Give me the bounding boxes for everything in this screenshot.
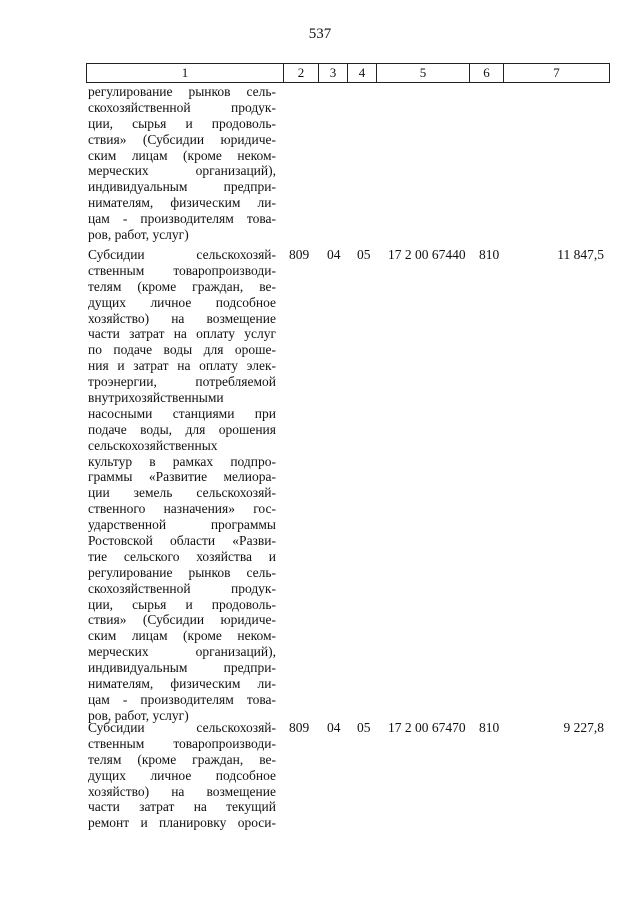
description-line: индивидуальным предпри- (88, 179, 276, 195)
description-line: регулирование рынков сель- (88, 564, 276, 580)
description-line: культур в рамках подпро- (88, 453, 276, 469)
description-line: подаче воды, для орошения (88, 421, 276, 437)
description-line: мерческих организаций), (88, 644, 276, 660)
row-1-col-4: 05 (357, 247, 371, 262)
description-line: тие сельского хозяйства и (88, 548, 276, 564)
description-line: ствия» (Субсидии юридиче- (88, 612, 276, 628)
row-1-description (88, 247, 276, 724)
description-line: скохозяйственной продук- (88, 99, 276, 115)
row-2-col-7: 9 227,8 (563, 720, 604, 735)
description-line: ции, сырья и продоволь- (88, 115, 276, 131)
description-line: хозяйство) на возмещение (88, 783, 276, 799)
description-line: ров, работ, услуг) (88, 227, 189, 243)
description-line: регулирование рынков сель- (88, 84, 276, 99)
description-line: Субсидии сельскохозяй- (88, 247, 276, 262)
row-2-description (88, 720, 276, 831)
description-line: сельскохозяйственных (88, 437, 218, 453)
header-col-3: 3 (319, 64, 348, 82)
header-col-7: 7 (553, 65, 560, 80)
description-line: троэнергии, потребляемой (88, 374, 276, 390)
header-col-5: 5 (377, 64, 470, 82)
description-line: ственным товаропроизводи- (88, 735, 276, 751)
description-line: граммы «Развитие мелиора- (88, 469, 276, 485)
row-2-col-3: 04 (327, 720, 341, 735)
description-line: ствия» (Субсидии юридиче- (88, 131, 276, 147)
description-line: дущих личное подсобное (88, 767, 276, 783)
row-1-col-7: 11 847,5 (557, 247, 604, 262)
row-1-col-3: 04 (327, 247, 341, 262)
row-1-col-6: 810 (479, 247, 500, 262)
description-line: части затрат на оплату услуг (88, 326, 276, 342)
description-line: внутрихозяйственными (88, 390, 224, 406)
description-line: нимателям, физическим ли- (88, 676, 276, 692)
header-col-4: 4 (348, 64, 377, 82)
table-header-row (86, 63, 610, 83)
description-line: Субсидии сельскохозяй- (88, 720, 276, 735)
description-line: ции земель сельскохозяй- (88, 485, 276, 501)
description-line: ственного назначения» гос- (88, 501, 276, 517)
description-line: ремонт и планировку ороси- (88, 815, 276, 831)
page-number: 537 (308, 26, 332, 42)
description-line: по подаче воды для ороше- (88, 342, 276, 358)
description-line: мерческих организаций), (88, 163, 276, 179)
row-2-col-5: 17 2 00 67470 (388, 720, 466, 735)
row-2-col-2: 809 (289, 720, 310, 735)
description-line: цам - производителям това- (88, 211, 276, 227)
description-line: ния и затрат на оплату элек- (88, 358, 276, 374)
continuation-description (88, 84, 276, 243)
description-line: цам - производителям това- (88, 691, 276, 707)
row-2-col-4: 05 (357, 720, 371, 735)
description-line: ским лицам (кроме неком- (88, 147, 276, 163)
description-line: насосными станциями при (88, 405, 276, 421)
description-line: индивидуальным предпри- (88, 660, 276, 676)
description-line: ственным товаропроизводи- (88, 262, 276, 278)
description-line: скохозяйственной продук- (88, 580, 276, 596)
description-line: телям (кроме граждан, ве- (88, 278, 276, 294)
row-2-col-6: 810 (479, 720, 500, 735)
description-line: телям (кроме граждан, ве- (88, 751, 276, 767)
description-line: ударственной программы (88, 517, 276, 533)
row-1-col-2: 809 (289, 247, 310, 262)
header-col-1: 1 (87, 64, 284, 82)
description-line: ским лицам (кроме неком- (88, 628, 276, 644)
description-line: нимателям, физическим ли- (88, 195, 276, 211)
row-1-col-5: 17 2 00 67440 (388, 247, 466, 262)
description-line: дущих личное подсобное (88, 294, 276, 310)
description-line: Ростовской области «Разви- (88, 533, 276, 549)
description-line: части затрат на текущий (88, 799, 276, 815)
header-col-6: 6 (470, 64, 504, 82)
header-col-2: 2 (284, 64, 319, 82)
description-line: ров, работ, услуг) (88, 707, 189, 723)
description-line: ции, сырья и продоволь- (88, 596, 276, 612)
description-line: хозяйство) на возмещение (88, 310, 276, 326)
